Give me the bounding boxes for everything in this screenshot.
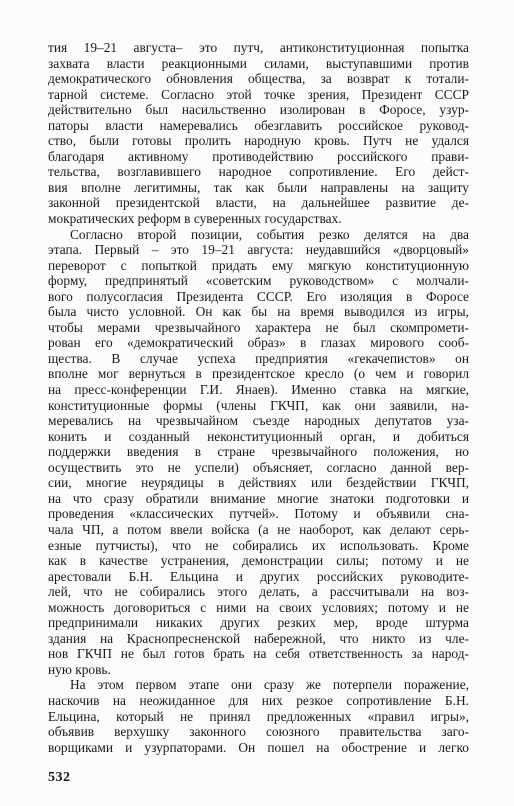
text-line: конституционные формы (члены ГКЧП, как они заявили, на- [48, 397, 469, 413]
text-line: объявив верхушку законного союзного правительства заго- [48, 724, 469, 740]
text-line: паторы власти намеревались обезглавить российское руковод- [48, 117, 469, 133]
text-line: на что сразу обратили внимание многие знатоки подготовки и [48, 490, 469, 506]
text-line: На этом первом этапе они сразу же потерпели поражение, [70, 677, 469, 693]
text-line: чтобы мерами чрезвычайного характера не был скомпромети- [48, 319, 469, 335]
paragraph [48, 40, 469, 227]
text-line: тарной системе. Согласно этой точке зрения, Президент СССР [48, 86, 469, 102]
text-line: поддержки введения в стране чрезвычайного положения, но [48, 444, 469, 460]
text-line: тельства, возглавившего народное сопротивление. Его дейст- [48, 164, 469, 180]
text-line: рован его «демократический образ» в глазах мирового сооб- [48, 335, 469, 351]
text-line: наскочив на неожиданное для них резкое сопротивление Б.Н. [48, 692, 469, 708]
text-line: ную кровь. [48, 661, 111, 677]
text-line: проведения «классических путчей». Потому и объявили сна- [48, 506, 469, 522]
paragraph [48, 677, 469, 755]
text-line: действительно был насильственно изолирован в Форосе, узур- [48, 102, 469, 118]
text-line: осуществить это не успели) объясняет, согласно данной вер- [48, 459, 469, 475]
text-line: Согласно второй позиции, события резко делятся на два [70, 226, 469, 242]
text-line: ство, были готовы пролить народную кровь. Путч не удался [48, 133, 469, 149]
text-line: переворот с попыткой придать ему мягкую конституционную [48, 257, 469, 273]
text-line: захвата власти реакционными силами, выступавшими против [48, 55, 469, 71]
text-line: здания на Краснопресненской набережной, что никто из чле- [48, 630, 469, 646]
text-line: меревались на чрезвычайном съезде народных депутатов уза- [48, 413, 469, 429]
text-line: сии, многие неурядицы в действиях или бездействии ГКЧП, [48, 475, 469, 491]
text-line: вия вполне легитимны, так как были направлены на защиту [48, 179, 469, 195]
text-line: можность договориться с ними на своих условиях; потому и не [48, 599, 469, 615]
text-line: вполне мог вернуться в президентское кресло (о чем и говорил [48, 366, 469, 382]
text-line: тия 19–21 августа– это путч, антиконституционная попытка [48, 40, 469, 55]
text-line: мократических реформ в суверенных государствах. [48, 211, 342, 227]
text-line: чала ЧП, а потом ввели войска (а не наоборот, как делают серь- [48, 521, 469, 537]
text-line: Ельцина, который не принял предложенных «правил игры», [48, 708, 469, 724]
text-line: ворщиками и узурпаторами. Он пошел на обострение и легко [48, 739, 469, 755]
text-line: езные путчисты), что не собирались их использовать. Кроме [48, 537, 469, 553]
text-line: форму, предпринятый «советским руководством» с молчали- [48, 273, 469, 289]
text-line: арестовали Б.Н. Ельцина и других российских руководите- [48, 568, 469, 584]
text-line: демократического обновления общества, за возврат к тотали- [48, 71, 469, 87]
text-line: как в качестве устранения, демонстрации силы; потому и не [48, 553, 469, 569]
page-number: 532 [48, 770, 71, 785]
text-line: законной президентской власти, на дальнейшее развитие де- [48, 195, 469, 211]
paragraph [48, 227, 469, 678]
text-line: благодаря активному противодействию российского прави- [48, 148, 469, 164]
text-line: этапа. Первый – это 19–21 августа: неудавшийся «дворцовый» [48, 242, 469, 258]
text-line: была чисто условной. Он как бы на время выводился из игры, [48, 304, 469, 320]
text-line: щества. В случае успеха предприятия «гекачепистов» он [48, 350, 469, 366]
text-line: нов ГКЧП не был готов брать на себя ответственность за народ- [48, 646, 469, 662]
text-line: лей, что не собирались этого делать, а рассчитывали на воз- [48, 584, 469, 600]
text-line: предпринимали никаких других резких мер, вроде штурма [48, 615, 469, 631]
page-text [48, 40, 469, 755]
text-line: вого полусогласия Президента СССР. Его изоляция в Форосе [48, 288, 469, 304]
text-line: на пресс-конференции Г.И. Янаев). Именно ставка на мягкие, [48, 382, 469, 398]
text-line: конить и созданный неконституционный орган, и добиться [48, 428, 469, 444]
